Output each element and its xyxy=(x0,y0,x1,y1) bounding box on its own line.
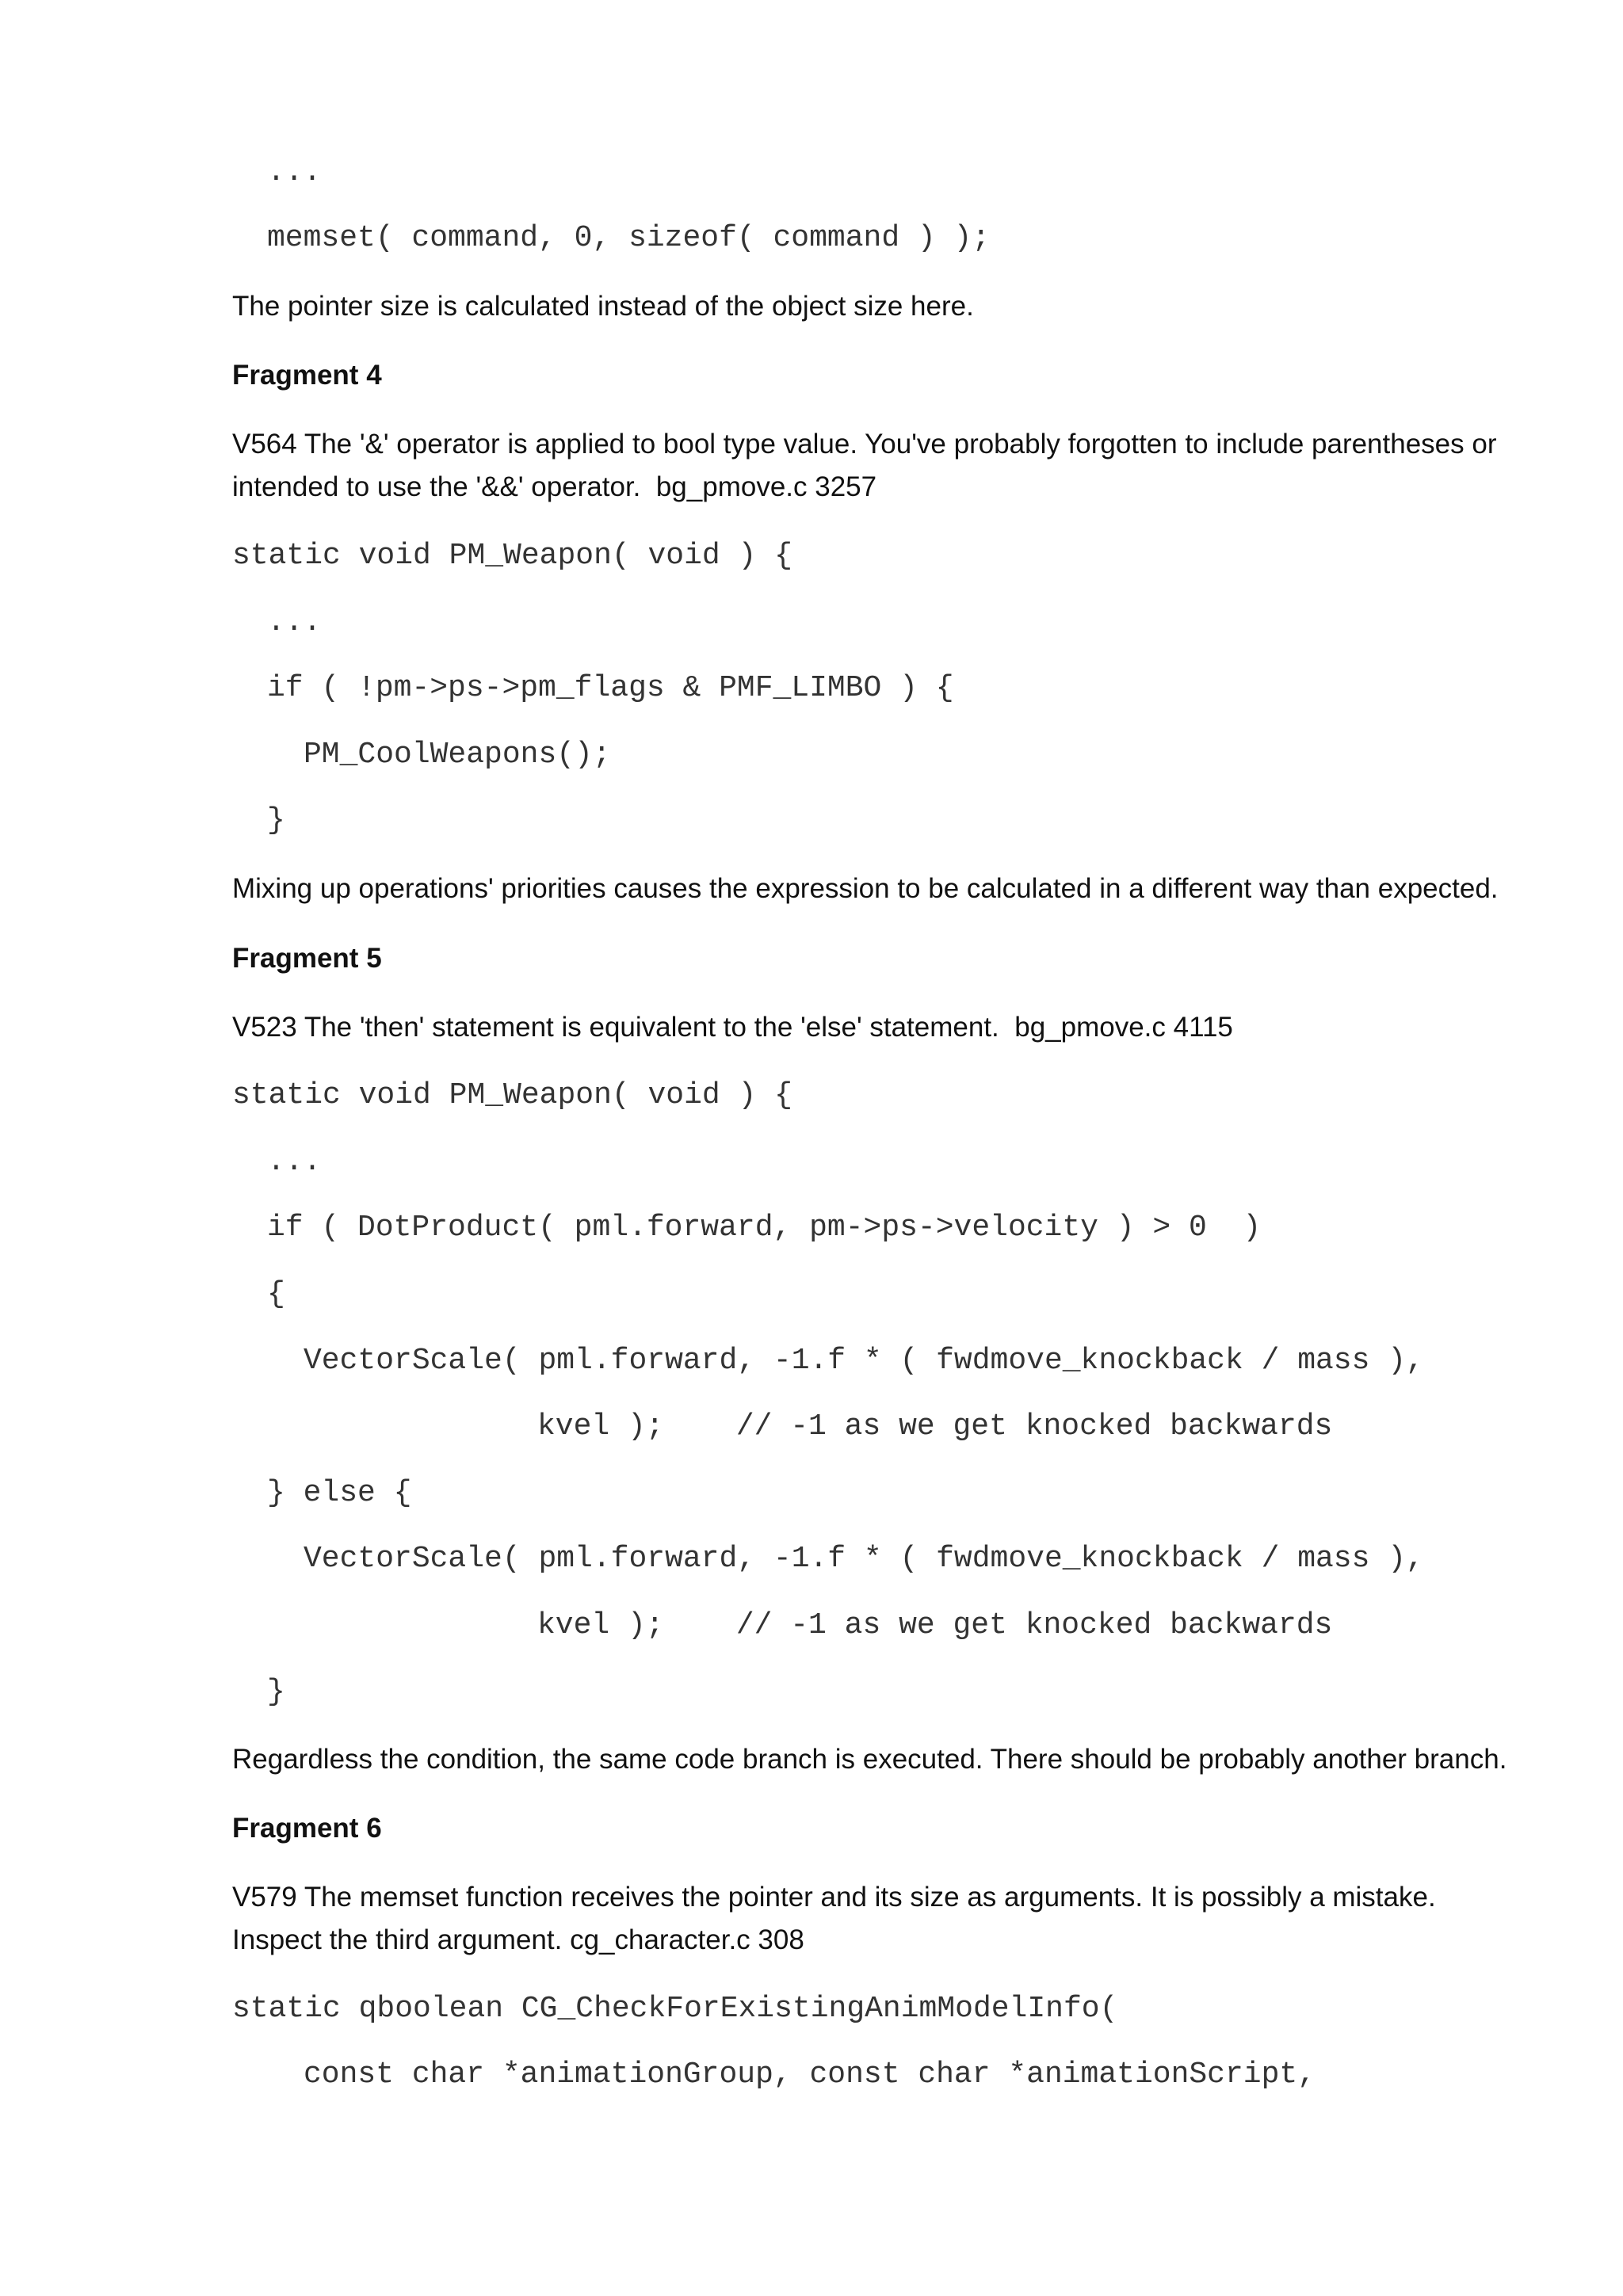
code-line-const-char-args: const char *animationGroup, const char *animationScript, xyxy=(304,2058,1316,2092)
paragraph-priorities: Mixing up operations' priorities causes the expression to be calculated in a different way than expected. xyxy=(232,873,1499,904)
code-line-close-brace: } xyxy=(267,1675,285,1709)
code-ellipsis: ... xyxy=(267,605,322,639)
code-line-vectorscale: VectorScale( pml.forward, -1.f * ( fwdmove_knockback / mass ), xyxy=(304,1542,1424,1576)
code-line-kvel-comment: kvel ); // -1 as we get knocked backwards xyxy=(537,1608,1333,1642)
heading-fragment-5: Fragment 5 xyxy=(232,943,382,974)
code-line-coolweapons: PM_CoolWeapons(); xyxy=(304,738,611,772)
paragraph-pointer-size: The pointer size is calculated instead of the object size here. xyxy=(232,291,974,322)
code-line-memset: memset( command, 0, sizeof( command ) ); xyxy=(267,221,991,255)
heading-fragment-6: Fragment 6 xyxy=(232,1813,382,1844)
code-ellipsis: ... xyxy=(267,1145,322,1179)
code-line-else: } else { xyxy=(267,1476,412,1510)
code-line-if-limbo: if ( !pm->ps->pm_flags & PMF_LIMBO ) { xyxy=(267,671,954,705)
code-line-kvel-comment: kvel ); // -1 as we get knocked backwards xyxy=(537,1409,1333,1444)
heading-fragment-4: Fragment 4 xyxy=(232,360,382,391)
code-line-checkforexisting: static qboolean CG_CheckForExistingAnimModelInfo( xyxy=(232,1992,1118,2026)
code-ellipsis: ... xyxy=(267,155,322,189)
paragraph-v564-line2: intended to use the '&&' operator. bg_pmove.c 3257 xyxy=(232,471,877,502)
paragraph-v579-line2: Inspect the third argument. cg_character.c 308 xyxy=(232,1924,804,1955)
code-line-function-signature: static void PM_Weapon( void ) { xyxy=(232,1078,792,1112)
paragraph-v579-line1: V579 The memset function receives the pointer and its size as arguments. It is possibly a mistake. xyxy=(232,1882,1436,1913)
code-line-if-dotproduct: if ( DotProduct( pml.forward, pm->ps->velocity ) > 0 ) xyxy=(267,1211,1262,1245)
code-line-vectorscale: VectorScale( pml.forward, -1.f * ( fwdmove_knockback / mass ), xyxy=(304,1344,1424,1378)
code-line-open-brace: { xyxy=(267,1277,285,1311)
paragraph-same-branch: Regardless the condition, the same code branch is executed. There should be probably another branch. xyxy=(232,1744,1507,1775)
code-line-function-signature: static void PM_Weapon( void ) { xyxy=(232,539,792,573)
code-line-close-brace: } xyxy=(267,803,285,837)
paragraph-v564-line1: V564 The '&' operator is applied to bool type value. You've probably forgotten to include parentheses or xyxy=(232,429,1497,460)
paragraph-v523: V523 The 'then' statement is equivalent to the 'else' statement. bg_pmove.c 4115 xyxy=(232,1012,1233,1043)
